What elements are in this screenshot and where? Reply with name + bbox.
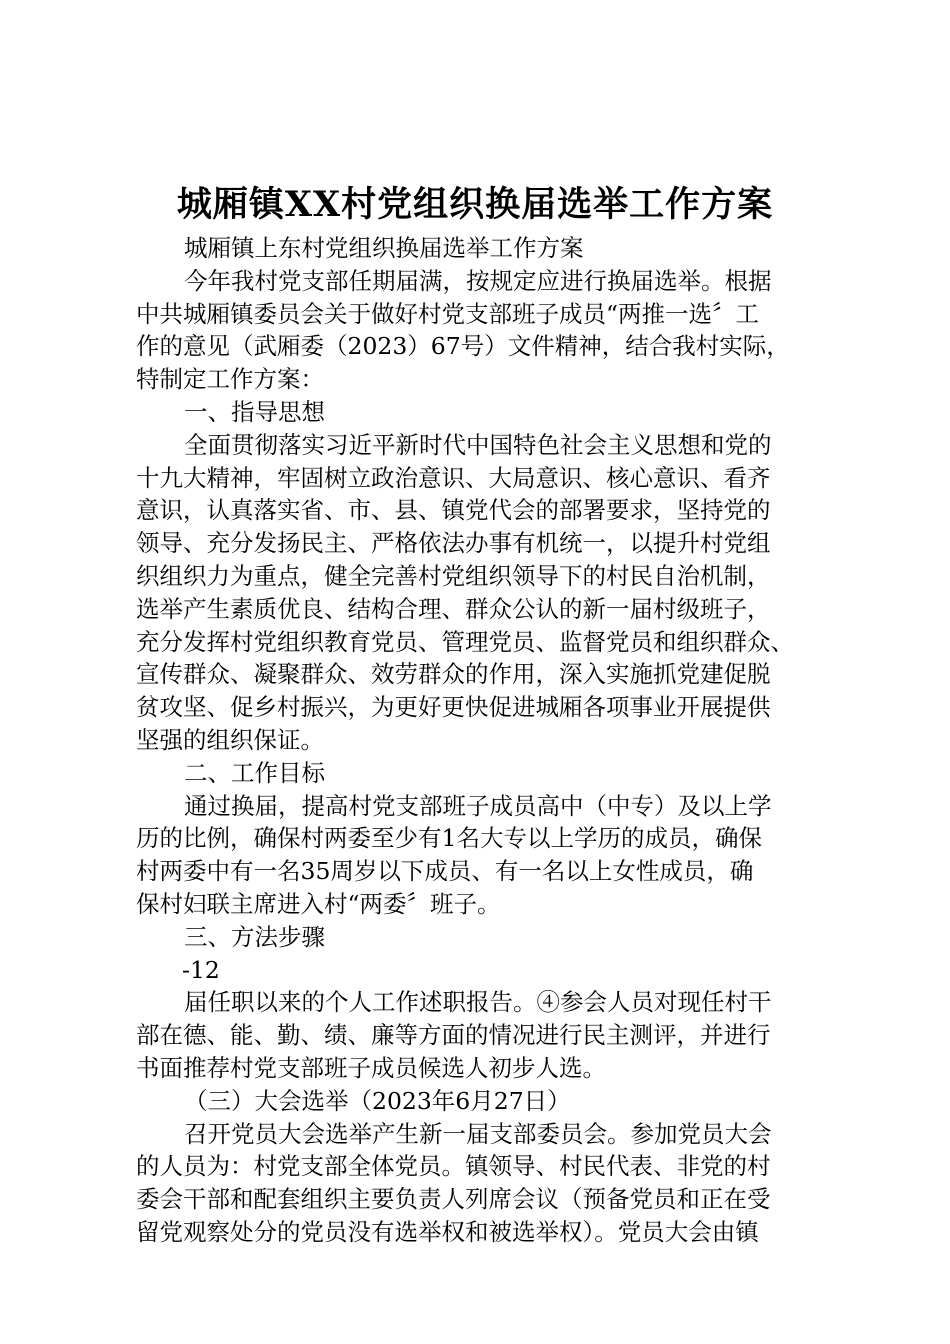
section-heading: 一、指导思想 [184, 397, 325, 426]
paragraph-line: 中共城厢镇委员会关于做好村党支部班子成员“两推一选〞工 [136, 299, 760, 328]
paragraph-line: 领导、充分发扬民主、严格依法办事有机统一，以提升村党组 [136, 529, 771, 558]
document-title: 城厢镇XX村党组织换届选举工作方案 [176, 184, 774, 225]
section-heading: 二、工作目标 [184, 758, 325, 787]
paragraph-line: 村两委中有一名35周岁以下成员、有一名以上女性成员，确 [136, 857, 754, 886]
paragraph-line: 十九大精神，牢固树立政治意识、大局意识、核心意识、看齐 [136, 463, 771, 492]
subtitle-line: 城厢镇上东村党组织换届选举工作方案 [184, 234, 584, 262]
paragraph-line: 宣传群众、凝聚群众、效劳群众的作用，深入实施抓党建促脱 [136, 660, 771, 689]
paragraph-line: 召开党员大会选举产生新一届支部委员会。参加党员大会 [184, 1119, 772, 1148]
paragraph-line: 全面贯彻落实习近平新时代中国特色社会主义思想和党的 [184, 430, 772, 459]
section-heading: 三、方法步骤 [184, 922, 325, 951]
paragraph-line: 的人员为：村党支部全体党员。镇领导、村民代表、非党的村 [136, 1152, 771, 1181]
paragraph-line: 届任职以来的个人工作述职报告。④参会人员对现任村干 [184, 988, 772, 1017]
paragraph-line: 书面推荐村党支部班子成员候选人初步人选。 [136, 1053, 606, 1082]
paragraph-line: 坚强的组织保证。 [136, 725, 324, 754]
paragraph-line: 委会干部和配套组织主要负责人列席会议（预备党员和正在受 [136, 1185, 771, 1214]
paragraph-line: 织组织力为重点，健全完善村党组织领导下的村民自治机制， [136, 561, 771, 590]
paragraph-line: 留党观察处分的党员没有选举权和被选举权）。党员大会由镇 [136, 1217, 759, 1246]
paragraph-line: 作的意见（武厢委（2023）67号）文件精神，结合我村实际， [136, 332, 790, 361]
paragraph-line: 历的比例，确保村两委至少有1名大专以上学历的成员，确保 [136, 824, 762, 853]
paragraph-line: 选举产生素质优良、结构合理、群众公认的新一届村级班子， [136, 594, 771, 623]
paragraph-line: 保村妇联主席进入村“两委〞班子。 [136, 889, 501, 918]
paragraph-line: 特制定工作方案： [136, 365, 324, 394]
document-body [136, 232, 836, 1249]
subsection-heading: （三）大会选举（2023年6月27日） [184, 1086, 571, 1115]
paragraph-line: 意识，认真落实省、市、县、镇党代会的部署要求，坚持党的 [136, 496, 771, 525]
paragraph-line: 今年我村党支部任期届满，按规定应进行换届选举。根据 [184, 266, 772, 295]
paragraph-line: 充分发挥村党组织教育党员、管理党员、监督党员和组织群众、 [136, 627, 794, 656]
paragraph-line: 通过换届，提高村党支部班子成员高中（中专）及以上学 [184, 791, 772, 820]
paragraph-line: 贫攻坚、促乡村振兴，为更好更快促进城厢各项事业开展提供 [136, 693, 771, 722]
paragraph-line: 部在德、能、勤、绩、廉等方面的情况进行民主测评，并进行 [136, 1021, 771, 1050]
page-fragment: -12 [182, 955, 220, 984]
